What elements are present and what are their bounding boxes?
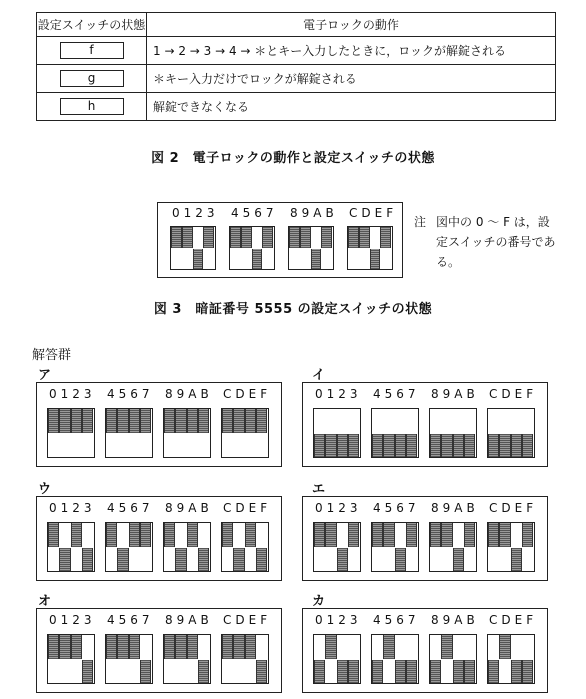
switch-up [222, 635, 233, 659]
switch-group [429, 522, 477, 572]
switch-up [430, 523, 441, 547]
switch-up [140, 409, 151, 433]
switch-state-table [36, 12, 556, 121]
switch-down [198, 548, 209, 572]
switch-down [441, 434, 452, 458]
switch-up [314, 523, 325, 547]
switch-down [372, 434, 383, 458]
switch-up [289, 227, 300, 248]
switch-up [499, 635, 510, 659]
switch-down [314, 434, 325, 458]
switch-group-header: 0123 [172, 206, 219, 220]
switch-group [105, 408, 153, 458]
switch-up [171, 227, 182, 248]
switch-down [464, 660, 475, 684]
switch-group-header: CDEF [489, 387, 538, 401]
switch-up [187, 635, 198, 659]
switch-up [48, 409, 59, 433]
switch-group-header: CDEF [489, 613, 538, 627]
switch-up [241, 227, 252, 248]
switch-up [233, 409, 244, 433]
switch-group-header: 0123 [49, 613, 96, 627]
switch-down [233, 548, 244, 572]
switch-down [488, 434, 499, 458]
switch-group [163, 408, 211, 458]
row-text: 解錠できなくなる [147, 93, 556, 121]
switch-up [175, 409, 186, 433]
switch-down [314, 660, 325, 684]
switch-down [453, 660, 464, 684]
switch-down [140, 660, 151, 684]
option-i-switch-panel [302, 382, 548, 467]
switch-group-header: 4567 [231, 206, 278, 220]
switch-up [300, 227, 311, 248]
table-row [37, 93, 556, 121]
switch-group-header: 0123 [315, 501, 362, 515]
switch-group [487, 408, 535, 458]
switch-group [221, 522, 269, 572]
switch-up [383, 523, 394, 547]
switch-down [395, 660, 406, 684]
figure3-switch-panel [157, 202, 403, 278]
switch-up [140, 523, 151, 547]
switch-up [182, 227, 193, 248]
switch-up [164, 409, 175, 433]
switch-up [71, 523, 82, 547]
switch-up [106, 635, 117, 659]
switch-group [47, 408, 95, 458]
switch-up [59, 635, 70, 659]
switch-up [372, 523, 383, 547]
switch-down [348, 434, 359, 458]
switch-group-header: 0123 [49, 387, 96, 401]
switch-down [82, 548, 93, 572]
header-lock-action: 電子ロックの動作 [147, 13, 556, 37]
switch-group [47, 522, 95, 572]
switch-group-header: CDEF [223, 501, 272, 515]
switch-group [313, 634, 361, 684]
switch-up [522, 523, 533, 547]
switch-group-header: 4567 [373, 387, 420, 401]
switch-up [71, 409, 82, 433]
switch-up [117, 635, 128, 659]
switch-group-header: 89AB [431, 613, 479, 627]
switch-group [163, 634, 211, 684]
switch-up [245, 635, 256, 659]
switch-up [380, 227, 391, 248]
switch-up [321, 227, 332, 248]
switch-up [187, 409, 198, 433]
switch-down [256, 660, 267, 684]
option-label-e: エ [312, 482, 326, 497]
option-label-a: ア [38, 368, 52, 383]
switch-down [406, 434, 417, 458]
switch-group-header: 4567 [373, 501, 420, 515]
switch-down [430, 660, 441, 684]
row-text: 1 → 2 → 3 → 4 → ＊とキー入力したときに，ロックが解錠される [147, 37, 556, 65]
option-label-ka: カ [312, 594, 326, 609]
switch-down [117, 548, 128, 572]
switch-group-header: 4567 [107, 387, 154, 401]
switch-up [59, 409, 70, 433]
switch-up [325, 635, 336, 659]
option-label-o: オ [38, 594, 52, 609]
switch-group-header: 4567 [107, 501, 154, 515]
switch-down [395, 548, 406, 572]
option-e-switch-panel [302, 496, 548, 581]
switch-group-header: 0123 [315, 387, 362, 401]
switch-up [106, 409, 117, 433]
switch-group-header: 4567 [107, 613, 154, 627]
switch-down [464, 434, 475, 458]
option-label-i: イ [312, 368, 326, 383]
switch-down [175, 548, 186, 572]
switch-group [487, 634, 535, 684]
switch-down [311, 249, 322, 270]
switch-group-header: CDEF [223, 387, 272, 401]
table-header-row [37, 13, 556, 37]
switch-up [406, 523, 417, 547]
switch-up [245, 523, 256, 547]
switch-down [511, 548, 522, 572]
switch-group [371, 634, 419, 684]
answer-choices-label: 解答群 [32, 348, 72, 363]
switch-down [395, 434, 406, 458]
switch-down [406, 660, 417, 684]
switch-down [325, 434, 336, 458]
switch-group-header: 0123 [49, 501, 96, 515]
option-o-switch-panel [36, 608, 282, 693]
figure3-caption: 図 3 暗証番号 5555 の設定スイッチの状態 [153, 302, 433, 317]
switch-group [429, 408, 477, 458]
switch-group [163, 522, 211, 572]
switch-up [106, 523, 117, 547]
switch-down [511, 434, 522, 458]
switch-down [430, 434, 441, 458]
switch-group-header: 89AB [431, 387, 479, 401]
option-a-switch-panel [36, 382, 282, 467]
switch-up [203, 227, 214, 248]
switch-down [337, 434, 348, 458]
switch-group-header: 89AB [165, 501, 213, 515]
switch-up [198, 409, 209, 433]
switch-up [464, 523, 475, 547]
switch-up [48, 523, 59, 547]
option-u-switch-panel [36, 496, 282, 581]
switch-group [105, 634, 153, 684]
switch-up [245, 409, 256, 433]
blank-box-g: g [60, 70, 124, 87]
switch-down [372, 660, 383, 684]
switch-group-header: CDEF [489, 501, 538, 515]
switch-up [117, 409, 128, 433]
switch-up [348, 227, 359, 248]
switch-up [441, 523, 452, 547]
switch-down [337, 548, 348, 572]
switch-up [129, 409, 140, 433]
switch-group-header: CDEF [349, 206, 398, 220]
switch-down [370, 249, 381, 270]
switch-group-header: 89AB [165, 613, 213, 627]
switch-up [256, 409, 267, 433]
switch-up [230, 227, 241, 248]
row-text: ＊キー入力だけでロックが解錠される [147, 65, 556, 93]
switch-group [371, 522, 419, 572]
switch-up [175, 635, 186, 659]
switch-group-header: 89AB [431, 501, 479, 515]
switch-group [429, 634, 477, 684]
switch-down [511, 660, 522, 684]
switch-down [252, 249, 263, 270]
switch-down [193, 249, 204, 270]
switch-group [288, 226, 334, 270]
switch-group [313, 408, 361, 458]
switch-down [522, 434, 533, 458]
switch-group [371, 408, 419, 458]
switch-group [105, 522, 153, 572]
switch-up [325, 523, 336, 547]
switch-up [222, 523, 233, 547]
switch-group [313, 522, 361, 572]
switch-up [129, 635, 140, 659]
switch-up [164, 523, 175, 547]
switch-up [359, 227, 370, 248]
switch-up [262, 227, 273, 248]
note-label: 注 [414, 215, 427, 229]
switch-up [233, 635, 244, 659]
switch-down [522, 660, 533, 684]
switch-down [256, 548, 267, 572]
blank-box-f: f [60, 42, 124, 59]
switch-down [453, 434, 464, 458]
header-switch-state: 設定スイッチの状態 [37, 13, 147, 37]
option-label-u: ウ [38, 482, 52, 497]
switch-up [82, 409, 93, 433]
switch-group [487, 522, 535, 572]
switch-down [488, 660, 499, 684]
blank-box-h: h [60, 98, 124, 115]
switch-group-header: 89AB [290, 206, 338, 220]
switch-up [383, 635, 394, 659]
switch-up [499, 523, 510, 547]
switch-up [164, 635, 175, 659]
switch-down [337, 660, 348, 684]
option-ka-switch-panel [302, 608, 548, 693]
switch-group [347, 226, 393, 270]
switch-up [71, 635, 82, 659]
switch-up [187, 523, 198, 547]
switch-group-header: 4567 [373, 613, 420, 627]
switch-group-header: 0123 [315, 613, 362, 627]
note-text: 図中の 0 ～ F は，設定スイッチの番号である。 [436, 215, 556, 269]
switch-group-header: CDEF [223, 613, 272, 627]
switch-group [221, 634, 269, 684]
switch-group [229, 226, 275, 270]
switch-up [129, 523, 140, 547]
switch-up [222, 409, 233, 433]
switch-down [499, 434, 510, 458]
switch-up [441, 635, 452, 659]
switch-down [348, 660, 359, 684]
switch-group [47, 634, 95, 684]
switch-down [82, 660, 93, 684]
switch-up [348, 523, 359, 547]
switch-up [488, 523, 499, 547]
table-row [37, 65, 556, 93]
switch-down [59, 548, 70, 572]
switch-group [170, 226, 216, 270]
switch-down [453, 548, 464, 572]
switch-up [48, 635, 59, 659]
figure2-caption: 図 2 電子ロックの動作と設定スイッチの状態 [151, 151, 435, 166]
switch-down [383, 434, 394, 458]
switch-down [198, 660, 209, 684]
table-row [37, 37, 556, 65]
switch-group-header: 89AB [165, 387, 213, 401]
switch-group [221, 408, 269, 458]
